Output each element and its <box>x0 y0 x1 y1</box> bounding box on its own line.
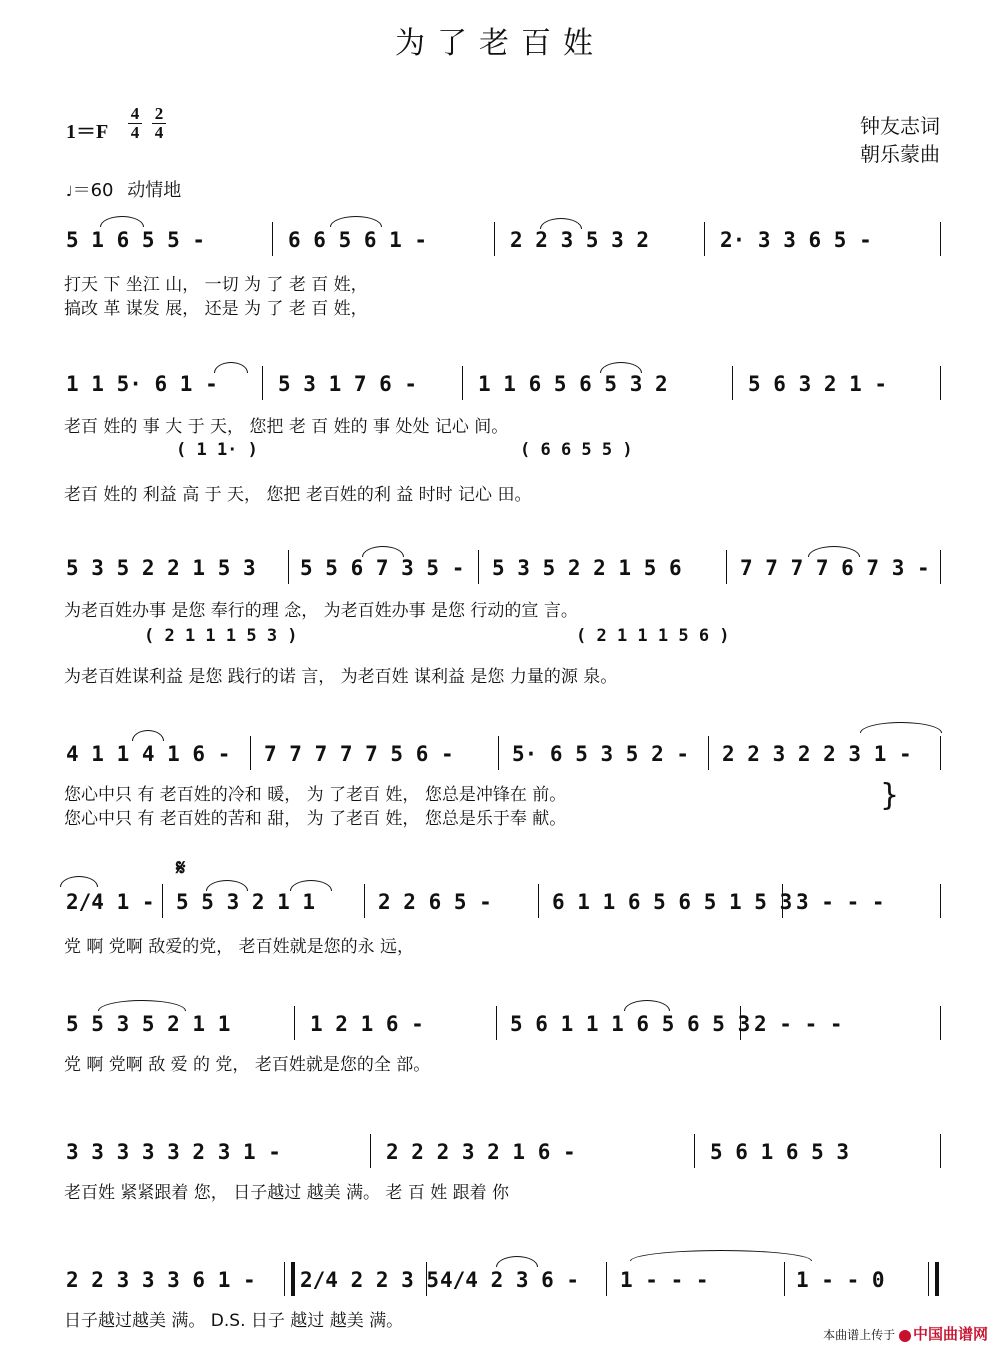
repeat-end-barline <box>284 1262 295 1296</box>
slur <box>600 362 642 373</box>
quarter-note-icon: ♩ <box>66 184 73 200</box>
composer: 朝乐蒙曲 <box>860 142 940 166</box>
measure: 5 6 1 1 1 6 5 6 5 3 <box>510 1012 751 1036</box>
lyrics-verse-1: 老百姓 紧紧跟着 您， 日子越过 越美 满。 老 百 姓 跟着 你 <box>64 1183 510 1203</box>
lyrics-verse-1: 您心中只 有 老百姓的冷和 暖， 为 了老百 姓， 您总是冲锋在 前。 <box>64 785 567 805</box>
barline <box>940 736 941 770</box>
slur <box>98 1000 186 1011</box>
verse-2-variant: ( 6 6 5 5 ) <box>520 440 633 460</box>
slur <box>214 362 248 373</box>
measure: 2· 3 3 6 5 - <box>720 228 872 252</box>
verse-2-variant: ( 1 1· ) <box>176 440 258 460</box>
barline <box>606 1262 607 1296</box>
barline <box>496 1006 497 1040</box>
barline <box>494 222 495 256</box>
final-barline <box>928 1262 939 1296</box>
lyrics-verse-1: 党 啊 党啊 敌爱的党， 老百姓就是您的永 远， <box>64 937 415 957</box>
lyrics-verse-2: 为老百姓谋利益 是您 践行的诺 言， 为老百姓 谋利益 是您 力量的源 泉。 <box>64 667 618 687</box>
slur <box>362 546 404 557</box>
measure: 5 5 3 2 1 1 <box>176 890 316 914</box>
measure: 5 6 3 2 1 - <box>748 372 888 396</box>
lyrics-verse-2: 老百 姓的 利益 高 于 天， 您把 老百姓的利 益 时时 记心 田。 <box>64 485 532 505</box>
barline <box>250 736 251 770</box>
slur <box>540 218 582 229</box>
barline <box>940 884 941 918</box>
brace: } <box>880 778 900 813</box>
verse-2-variant: ( 2 1 1 1 5 6 ) <box>576 626 730 646</box>
barline <box>940 366 941 400</box>
measure: 3 3 3 3 3 2 3 1 - <box>66 1140 281 1164</box>
barline <box>538 884 539 918</box>
barline <box>288 550 289 584</box>
slur <box>330 216 382 227</box>
slur <box>496 1256 538 1267</box>
measure: 4/4 2 3 6 - <box>440 1268 580 1292</box>
measure: 4 1 1 4 1 6 - <box>66 742 231 766</box>
barline <box>370 1134 371 1168</box>
tie-from-previous-line <box>60 876 98 887</box>
measure: 5 6 1 6 5 3 <box>710 1140 850 1164</box>
time-signature-2-4: 2 4 <box>152 105 166 142</box>
barline <box>262 366 263 400</box>
slur <box>808 546 860 557</box>
barline <box>740 1006 741 1040</box>
lyrics-verse-2: 搞改 革 谋发 展， 还是 为 了 老 百 姓， <box>64 299 368 319</box>
barline <box>732 366 733 400</box>
measure: 5 5 6 7 3 5 - <box>300 556 465 580</box>
slur <box>132 730 164 741</box>
key-signature: 1＝F <box>66 121 109 143</box>
barline <box>940 1006 941 1040</box>
site-logo-icon <box>899 1330 911 1342</box>
segno-icon: 𝄋 <box>176 856 186 881</box>
lyrics-verse-2: 您心中只 有 老百姓的苦和 甜， 为 了老百 姓， 您总是乐于奉 献。 <box>64 809 567 829</box>
slur <box>100 216 144 227</box>
measure: 2 2 3 5 3 2 <box>510 228 650 252</box>
barline <box>694 1134 695 1168</box>
measure: 1 1 5· 6 1 - <box>66 372 218 396</box>
barline <box>940 550 941 584</box>
time-signature-4-4: 4 4 <box>128 105 142 142</box>
tie-to-next-line <box>860 722 942 733</box>
measure: 1 1 6 5 6 5 3 2 <box>478 372 668 396</box>
lyricist: 钟友志词 <box>860 114 940 138</box>
barline <box>162 884 163 918</box>
page-title: 为了老百姓 <box>395 26 605 61</box>
tempo-marking: ♩＝60 动情地 <box>66 180 182 201</box>
measure: 2 2 3 2 2 3 1 - <box>722 742 912 766</box>
tie <box>630 1250 812 1261</box>
barline <box>294 1006 295 1040</box>
measure: 6 6 5 6 1 - <box>288 228 428 252</box>
barline <box>940 1134 941 1168</box>
measure: 2/4 2 2 3 5 <box>300 1268 440 1292</box>
slur <box>206 880 248 891</box>
lyrics-verse-1: 为老百姓办事 是您 奉行的理 念， 为老百姓办事 是您 行动的宣 言。 <box>64 601 578 621</box>
barline <box>940 222 941 256</box>
measure: 1 - - - <box>620 1268 709 1292</box>
measure: 5 3 5 2 2 1 5 6 <box>492 556 682 580</box>
measure: 5 3 5 2 2 1 5 3 <box>66 556 256 580</box>
lyrics-verse-1: 日子越过越美 满。 D.S. 日子 越过 越美 满。 <box>64 1311 404 1331</box>
measure: 2 2 2 3 2 1 6 - <box>386 1140 576 1164</box>
lyrics-verse-1: 老百 姓的 事 大 于 天， 您把 老 百 姓的 事 处处 记心 间。 <box>64 417 509 437</box>
measure: 1 - - 0 <box>796 1268 885 1292</box>
measure: 2/4 1 - <box>66 890 155 914</box>
measure: 2 - - - <box>754 1012 843 1036</box>
measure: 5 1 6 5 5 - <box>66 228 206 252</box>
barline <box>782 884 783 918</box>
measure: 5 5 3 5 2 1 1 <box>66 1012 231 1036</box>
lyrics-verse-1: 打天 下 坐江 山， 一切 为 了 老 百 姓， <box>64 275 368 295</box>
measure: 3 - - - <box>796 890 885 914</box>
barline <box>426 1262 427 1296</box>
verse-2-variant: ( 2 1 1 1 5 3 ) <box>144 626 298 646</box>
measure: 6 1 1 6 5 6 5 1 5 3 <box>552 890 793 914</box>
barline <box>364 884 365 918</box>
barline <box>704 222 705 256</box>
slur <box>624 1000 670 1011</box>
measure: 7 7 7 7 7 5 6 - <box>264 742 454 766</box>
barline <box>784 1262 785 1296</box>
measure: 5 3 1 7 6 - <box>278 372 418 396</box>
measure: 5· 6 5 3 5 2 - <box>512 742 690 766</box>
measure: 1 2 1 6 - <box>310 1012 424 1036</box>
barline <box>272 222 273 256</box>
barline <box>478 550 479 584</box>
measure: 2 2 3 3 3 6 1 - <box>66 1268 256 1292</box>
site-watermark: 本曲谱上传于 中国曲谱网 <box>823 1325 988 1343</box>
measure: 2 2 6 5 - <box>378 890 492 914</box>
barline <box>462 366 463 400</box>
lyrics-verse-1: 党 啊 党啊 敌 爱 的 党， 老百姓就是您的全 部。 <box>64 1055 431 1075</box>
barline <box>726 550 727 584</box>
measure: 7 7 7 7 6 7 3 - <box>740 556 930 580</box>
slur <box>290 880 332 891</box>
barline <box>708 736 709 770</box>
barline <box>498 736 499 770</box>
